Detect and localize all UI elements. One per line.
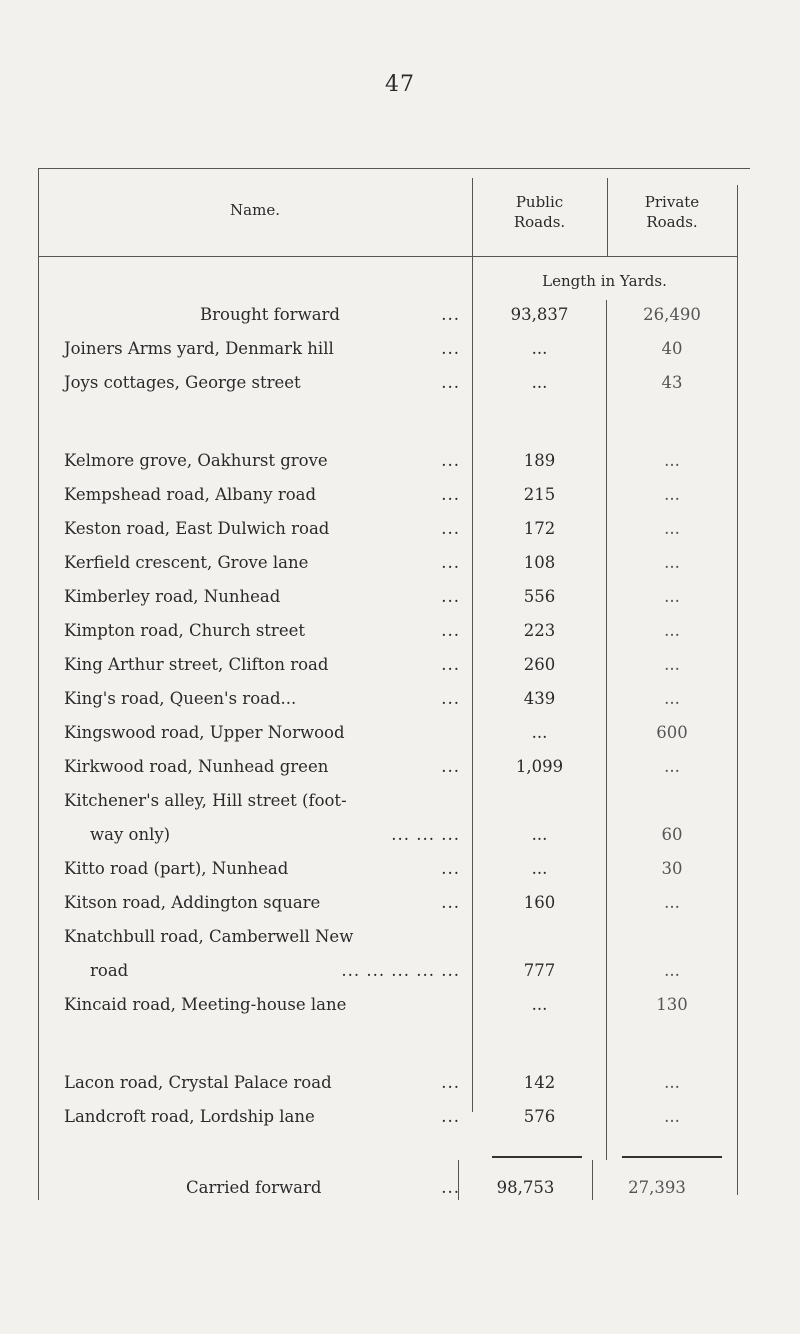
row-name: Knatchbull road, Camberwell New [64,927,354,946]
public-value: 189 [523,451,556,470]
leader-dots: ... [441,1107,460,1126]
private-value: ... [664,519,680,538]
public-value: 556 [523,587,556,606]
public-value: ... [531,339,548,358]
public-value: 260 [523,655,556,674]
carried-forward-row [0,1178,800,1208]
table-row [0,791,800,821]
row-name: King Arthur street, Clifton road [64,655,329,674]
public-value: ... [531,995,548,1014]
private-value: ... [664,655,680,674]
row-name: Kimberley road, Nunhead [64,587,281,606]
leader-dots: ... [441,451,460,470]
public-value: 93,837 [510,305,569,324]
private-value: 43 [661,373,683,392]
table-row [0,485,800,515]
public-value: 142 [523,1073,556,1092]
row-name: road [90,961,129,980]
public-value: ... [531,723,548,742]
public-value: 777 [523,961,556,980]
total-rule-private [622,1156,722,1158]
private-value: ... [664,553,680,572]
public-value: 160 [523,893,556,912]
row-name: Landcroft road, Lordship lane [64,1107,315,1126]
table-row [0,621,800,651]
table-row [0,655,800,685]
public-value: 215 [523,485,556,504]
leader-dots: ... [441,373,460,392]
table-row [0,553,800,583]
table-row [0,757,800,787]
table-row [0,519,800,549]
leader-dots: ... [441,621,460,640]
private-value: ... [664,1073,680,1092]
leader-dots: ... [441,859,460,878]
header-line: Public [515,193,564,211]
row-name: Kingswood road, Upper Norwood [64,723,345,742]
leader-dots: ... [441,485,460,504]
table-row [0,587,800,617]
private-value: ... [664,587,680,606]
row-name: Kincaid road, Meeting-house lane [64,995,347,1014]
table-top-rule [38,168,750,169]
private-value: ... [664,1107,680,1126]
header-line: Roads. [513,213,566,231]
leader-dots: ... [441,553,460,572]
private-value: ... [664,757,680,776]
table-row [0,995,800,1025]
row-name: way only) [90,825,171,844]
table-row [0,723,800,753]
private-value: 130 [656,995,688,1014]
row-name: Kempshead road, Albany road [64,485,317,504]
table-row [0,1073,800,1103]
units-caption: Length in Yards. [542,272,667,290]
row-name: Kelmore grove, Oakhurst grove [64,451,328,470]
row-name: Keston road, East Dulwich road [64,519,330,538]
row-name: Lacon road, Crystal Palace road [64,1073,332,1092]
table-row [0,451,800,481]
public-value: 98,753 [496,1178,555,1197]
private-value: ... [664,893,680,912]
public-value: 172 [523,519,556,538]
column-header-name: Name. [230,201,280,219]
total-rule-public [492,1156,582,1158]
leader-dots: ... [441,1178,460,1197]
private-value: ... [664,451,680,470]
table-row [0,689,800,719]
row-name: Joiners Arms yard, Denmark hill [64,339,334,358]
table-row [0,961,800,991]
leader-dots: ... ... ... ... ... [341,961,460,980]
public-value: 1,099 [515,757,564,776]
row-name: Kerfield crescent, Grove lane [64,553,309,572]
table-row [0,339,800,369]
public-value: 439 [523,689,556,708]
private-value: 27,393 [628,1178,686,1197]
leader-dots: ... [441,757,460,776]
table-row [0,893,800,923]
table-row [0,305,800,335]
public-value: 576 [523,1107,556,1126]
row-name: King's road, Queen's road... [64,689,297,708]
private-value: 60 [661,825,683,844]
header-line: Private [644,193,700,211]
table-row [0,373,800,403]
row-name: Kitto road (part), Nunhead [64,859,289,878]
table-row [0,859,800,889]
row-name: Carried forward [186,1178,322,1197]
row-name: Kitson road, Addington square [64,893,321,912]
private-value: 30 [661,859,683,878]
header-line: Roads. [646,213,698,231]
leader-dots: ... [441,689,460,708]
public-value: 223 [523,621,556,640]
private-value: ... [664,961,680,980]
leader-dots: ... [441,587,460,606]
row-name: Brought forward [200,305,340,324]
table-row [0,825,800,855]
leader-dots: ... [441,893,460,912]
row-name: Kitchener's alley, Hill street (foot- [64,791,347,810]
private-value: 40 [661,339,683,358]
private-value: ... [664,689,680,708]
leader-dots: ... [441,339,460,358]
public-value: ... [531,373,548,392]
private-value: 600 [656,723,688,742]
public-value: ... [531,859,548,878]
column-header-public-roads [472,192,607,232]
private-value: 26,490 [643,305,701,324]
page-number: 47 [385,72,415,97]
row-name: Kimpton road, Church street [64,621,305,640]
header-bottom-rule [38,256,738,257]
row-name: Joys cottages, George street [64,373,301,392]
private-value: ... [664,621,680,640]
leader-dots: ... [441,655,460,674]
private-value: ... [664,485,680,504]
public-value: ... [531,825,548,844]
leader-dots: ... [441,1073,460,1092]
table-row [0,927,800,957]
leader-dots: ... ... ... [391,825,460,844]
row-name: Kirkwood road, Nunhead green [64,757,329,776]
public-value: 108 [523,553,556,572]
leader-dots: ... [441,305,460,324]
leader-dots: ... [441,519,460,538]
table-row [0,1107,800,1137]
column-header-private-roads [607,192,737,232]
